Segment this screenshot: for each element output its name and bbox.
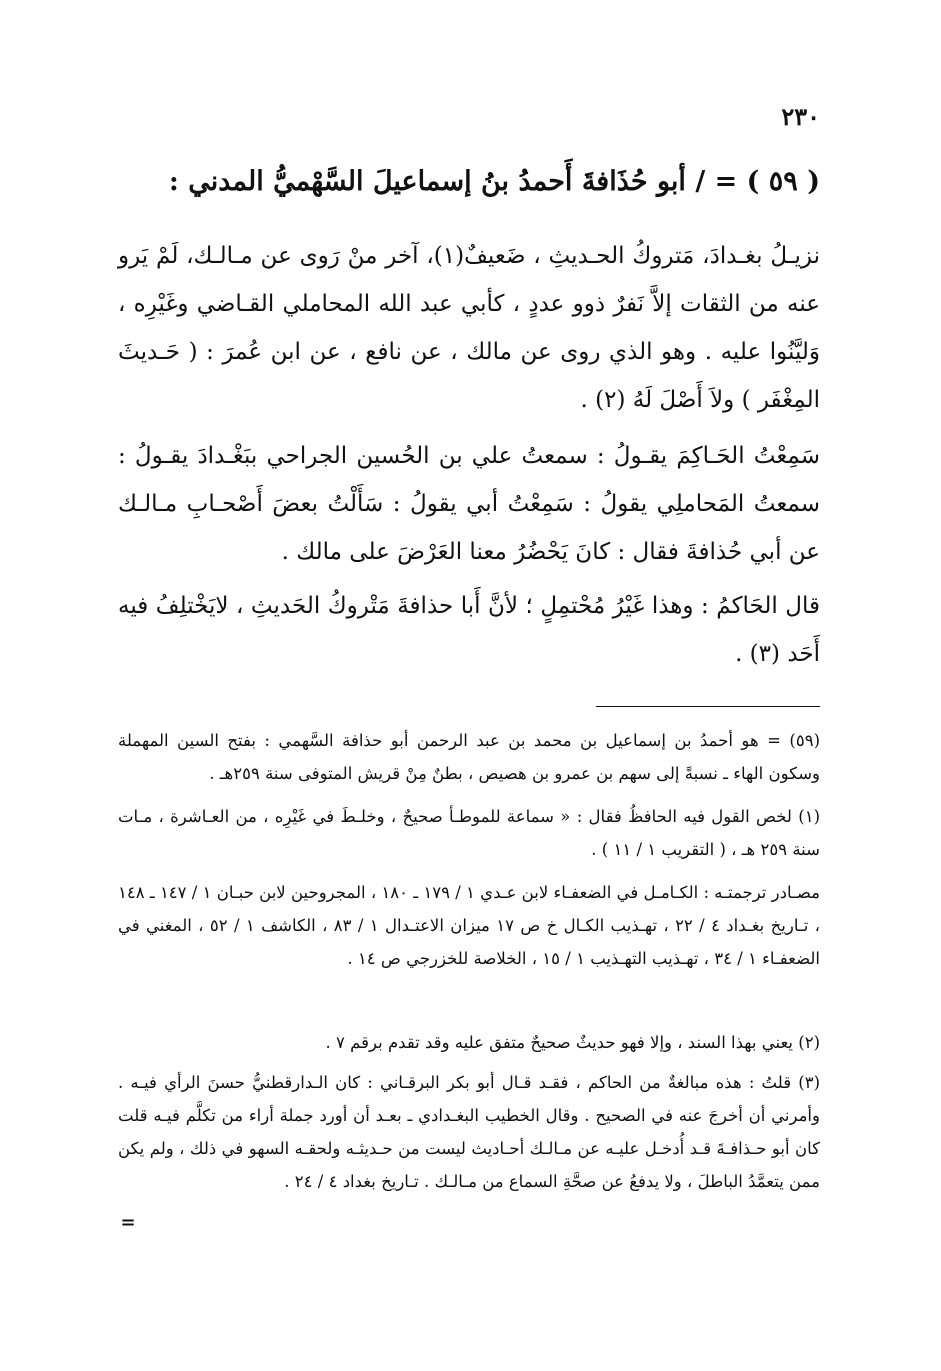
footnote-59: (٥٩) = هو أحمدُ بن إسماعيل بن محمد بن عبد الرحمن أبو حذافة السَّهمي : بفتح السين المهملة وسكون الهاء ـ نسبةً إلى سهم بن عمرو بن هصيص ، بطنٌ مِنْ قريش المتوفى سنة ٢٥٩هـ .: [118, 731, 820, 783]
body-paragraph: نزيـلُ بغـدادَ، مَتروكُ الحـديثِ ، ضَعيفٌ(١)، آخر منْ رَوى عن مـالـك، لَمْ يَرو عنه من الثقات إلاَّ نَفرٌ ذوو عددٍ ، كأبي عبد الله المحاملي القـاضي وغَيْرِه ، وَليَّنُوا عليه . وهو الذي روى عن مالك ، عن نافع ، عن ابن عُمرَ : ( حَـديثَ المِغْفَر ) ولاَ أَصْلَ لَهُ (٢) .: [118, 243, 821, 413]
body-paragraph: قال الحَاكمُ : وهذا غَيْرُ مُحْتمِلٍ ؛ لأنَّ أَبا حذافةَ مَتْروكُ الحَديثِ ، لايَخْتلِفُ فيه أَحَد (٣) .: [118, 593, 820, 667]
page-number: ٢٣٠: [781, 102, 820, 131]
footnote-2: (٢) يعني بهذا السند ، وإلا فهو حديثٌ صحيحٌ متفق عليه وقد تقدم برقم ٧ .: [325, 1033, 820, 1052]
footnote-1: (١) لخص القول فيه الحافظُ فقال : « سماعة للموطـأ صحيحٌ ، وخلـطَ في غَيْرِه ، من العـاشرة ، مـات سنة ٢٥٩ هـ ، ( التقريب ١ / ١١ ) .: [118, 807, 820, 859]
footnote-separator: [596, 706, 820, 707]
footnote-1-sources: مصـادر ترجمتـه : الكـامـل في الضعفـاء لابن عـدي ١ / ١٧٩ ـ ١٨٠ ، المجروحين لابن حبـان ١ / ١٤٧ ـ ١٤٨ ، تـاريخ بغـداد ٤ / ٢٢ ، تهـذيب الكـال خ ص ١٧ ميزان الاعتـدال ١ / ٨٣ ، الكاشف ١ / ٥٢ ، المغني في الضعفـاء ١ / ٣٤ ، تهـذيب التهـذيب ١ / ١٥ ، الخلاصة للخزرجي ص ١٤ .: [118, 883, 820, 968]
entry-heading: ( ٥٩ ) = / أبو حُذَافةَ أَحمدُ بنُ إسماعيلَ السَّهْميُّ المدني :: [168, 166, 820, 197]
continuation-mark: =: [120, 1212, 136, 1233]
footnote-3: (٣) قلتُ : هذه مبالغةٌ من الحاكم ، فقـد قـال أبو بكر البرقـاني : كان الـدارقطنيُّ حسنَ الرأي فيـه . وأمرني أن أخرجَ عنه في الصحيح . وقال الخطيب البغـدادي ـ بعـد أن أورد جملة أراء من تكلَّم فيـه قلت كان أبو حـذافـةَ قـد أُدخـل عليـه عن مـالـك أحـاديث ليست من حـديثـه ولحقـه السهو في ذلك ، ولم يكن ممن يتعمَّدُ الباطلَ ، ولا يدفعُ عن صحَّةِ السماع من مـالـك . تـاريخ بغداد ٤ / ٢٤ .: [118, 1073, 820, 1191]
body-paragraph: سَمِعْتُ الحَـاكِمَ يقـولُ : سمعتُ علي بن الحُسين الجراحي ببَغْـدادَ يقـولُ : سمعتُ المَحاملِي يقولُ : سَمِعْتُ أبي يقولُ : سَأَلْتُ بعضَ أَصْحـابِ مـالـك عن أبي حُذافةَ فقال : كانَ يَحْضُرُ معنا العَرْضَ على مالك .: [118, 443, 820, 565]
